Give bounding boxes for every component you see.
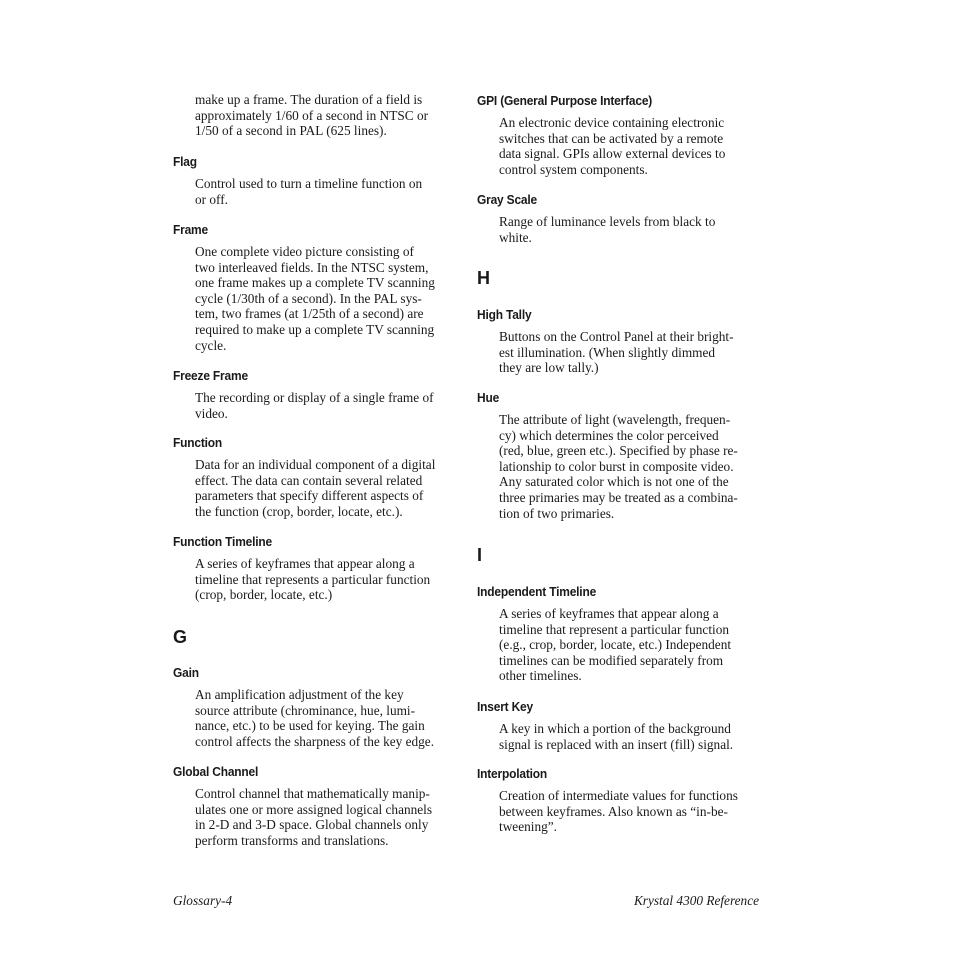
definition-text: A series of keyframes that appear along a timeline that represent a particular function (e.g., crop, border, locate, etc.) Independent timelines can be modified separately from other timelines. bbox=[499, 606, 732, 684]
definition-text: Creation of intermediate values for functions between keyframes. Also known as “in-be- tweening”. bbox=[499, 788, 738, 835]
glossary-entry-gain bbox=[173, 665, 463, 749]
definition-text: make up a frame. The duration of a field is approximately 1/60 of a second in NTSC or 1/50 of a second in PAL (625 lines). bbox=[195, 92, 429, 139]
term-heading: Frame bbox=[173, 222, 208, 237]
page-number: Glossary-4 bbox=[173, 893, 233, 908]
glossary-entry-independent-timeline bbox=[477, 584, 767, 684]
term-heading: Insert Key bbox=[477, 699, 534, 714]
glossary-entry-flag bbox=[173, 154, 463, 207]
term-heading: High Tally bbox=[477, 307, 532, 322]
section-letter-i: I bbox=[477, 545, 483, 565]
definition-text: One complete video picture consisting of two interleaved fields. In the NTSC system, one frame makes up a complete TV scanning cycle (1/30th of a second). In the PAL sys- tem, two frames (at 1/25th of a second) are required to make up a complete TV scanning cycle. bbox=[195, 244, 435, 353]
glossary-entry-global-channel bbox=[173, 764, 463, 848]
definition-text: Range of luminance levels from black to white. bbox=[499, 214, 716, 245]
definition-text: The attribute of light (wavelength, frequen- cy) which determines the color perceived (red, blue, green etc.). Specified by phase re- lationship to color burst in composite video. Any saturated color which is not one of the three primaries may be treated as a combina- tion of two primaries. bbox=[499, 412, 738, 521]
glossary-entry-function-timeline bbox=[173, 534, 463, 603]
term-heading: Gray Scale bbox=[477, 192, 538, 207]
definition-text: A series of keyframes that appear along a timeline that represents a particular function (crop, border, locate, etc.) bbox=[195, 556, 431, 603]
glossary-entry-gpi bbox=[477, 93, 767, 177]
term-heading: Independent Timeline bbox=[477, 584, 597, 599]
definition-text: An amplification adjustment of the key source attribute (chrominance, hue, lumi- nance, etc.) to be used for keying. The gain control affects the sharpness of the key edge. bbox=[195, 687, 435, 749]
term-heading: Flag bbox=[173, 154, 197, 169]
section-letter-g: G bbox=[173, 627, 188, 647]
term-heading: Gain bbox=[173, 665, 199, 680]
term-heading: Freeze Frame bbox=[173, 368, 248, 383]
section-letter-h: H bbox=[477, 268, 490, 288]
glossary-entry-gray-scale bbox=[477, 192, 767, 245]
document-title: Krystal 4300 Reference bbox=[633, 893, 759, 908]
glossary-entry-hue bbox=[477, 390, 767, 521]
glossary-entry-high-tally bbox=[477, 307, 767, 376]
definition-text: An electronic device containing electronic switches that can be activated by a remote data signal. GPIs allow external devices to control system components. bbox=[499, 115, 726, 177]
definition-text: Control channel that mathematically manip- ulates one or more assigned logical channels in 2-D and 3-D space. Global channels only perform transforms and translations. bbox=[195, 786, 433, 848]
term-heading: GPI (General Purpose Interface) bbox=[477, 93, 653, 108]
term-heading: Interpolation bbox=[477, 766, 548, 781]
glossary-entry-interpolation bbox=[477, 766, 767, 835]
definition-text: Data for an individual component of a digital effect. The data can contain several related parameters that specify different aspects of the function (crop, border, locate, etc.). bbox=[195, 457, 436, 519]
term-heading: Function Timeline bbox=[173, 534, 272, 549]
glossary-entry-frame bbox=[173, 222, 463, 353]
intro-continuation bbox=[173, 92, 463, 139]
glossary-entry-insert-key bbox=[477, 699, 767, 752]
glossary-entry-function bbox=[173, 435, 463, 519]
definition-text: Control used to turn a timeline function on or off. bbox=[195, 176, 423, 207]
definition-text: Buttons on the Control Panel at their bright- est illumination. (When slightly dimmed they are low tally.) bbox=[499, 329, 734, 376]
term-heading: Global Channel bbox=[173, 764, 259, 779]
glossary-entry-freeze-frame bbox=[173, 368, 463, 421]
term-heading: Hue bbox=[477, 390, 500, 405]
term-heading: Function bbox=[173, 435, 223, 450]
definition-text: The recording or display of a single frame of video. bbox=[195, 390, 434, 421]
definition-text: A key in which a portion of the background signal is replaced with an insert (fill) signal. bbox=[499, 721, 734, 752]
